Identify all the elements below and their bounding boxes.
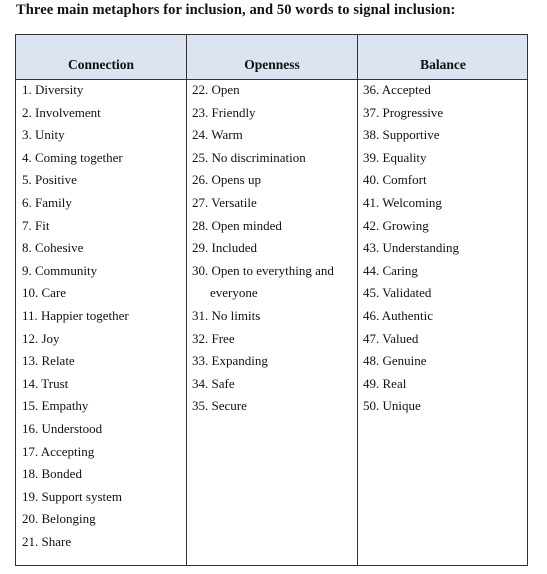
list-item: 42. Growing [363,217,429,233]
list-item: 20. Belonging [22,511,96,527]
column-divider [357,35,358,565]
list-item: 32. Free [192,330,235,346]
list-item: 29. Included [192,240,257,256]
list-item: 4. Coming together [22,149,123,165]
list-item: 3. Unity [22,127,65,143]
column-divider [186,35,187,565]
list-item: 39. Equality [363,149,427,165]
page-title: Three main metaphors for inclusion, and 50 words to signal inclusion: [16,2,456,18]
list-item: 33. Expanding [192,353,268,369]
header-openness: Openness [244,57,300,72]
list-item: 21. Share [22,534,72,549]
list-item: 43. Understanding [363,240,460,256]
list-item: 38. Supportive [363,127,440,143]
list-item: 35. Secure [192,398,247,414]
list-item: 10. Care [22,285,67,301]
list-item: 26. Opens up [192,172,261,188]
list-item: 40. Comfort [363,172,427,188]
header-connection: Connection [67,57,134,72]
inclusion-words-table [15,34,528,566]
list-item: 25. No discrimination [192,149,306,165]
list-item: 28. Open minded [192,217,282,233]
list-item: 49. Real [363,375,407,391]
list-item: 11. Happier together [22,308,129,323]
list-item: 47. Valued [363,330,419,346]
list-item: 1. Diversity [22,82,84,97]
list-item: 19. Support system [22,488,123,504]
list-item: 34. Safe [192,375,235,391]
list-item: 48. Genuine [363,353,427,369]
list-item: everyone [210,285,258,301]
list-item: 46. Authentic [363,308,434,323]
list-item: 5. Positive [22,172,77,188]
list-item: 31. No limits [192,308,261,323]
list-item: 41. Welcoming [363,195,442,210]
header-balance: Balance [420,57,466,72]
list-item: 22. Open [192,82,240,97]
list-item: 36. Accepted [363,82,431,97]
list-item: 23. Friendly [192,104,256,120]
list-item: 27. Versatile [192,195,257,210]
list-item: 50. Unique [363,398,421,414]
list-item: 18. Bonded [22,466,82,482]
list-item: 37. Progressive [363,104,444,120]
list-item: 24. Warm [192,127,243,143]
list-item: 30. Open to everything and [192,262,334,278]
list-item: 45. Validated [363,285,432,301]
list-item: 16. Understood [22,421,103,436]
list-item: 9. Community [22,262,98,278]
list-item: 12. Joy [22,330,60,346]
list-item: 6. Family [22,195,72,210]
list-item: 14. Trust [22,375,69,391]
list-item: 2. Involvement [22,104,101,120]
list-item: 17. Accepting [22,443,95,459]
list-item: 8. Cohesive [22,240,84,256]
list-item: 7. Fit [22,217,50,233]
list-item: 13. Relate [22,353,75,369]
list-item: 44. Caring [363,262,418,278]
list-item: 15. Empathy [22,398,89,414]
